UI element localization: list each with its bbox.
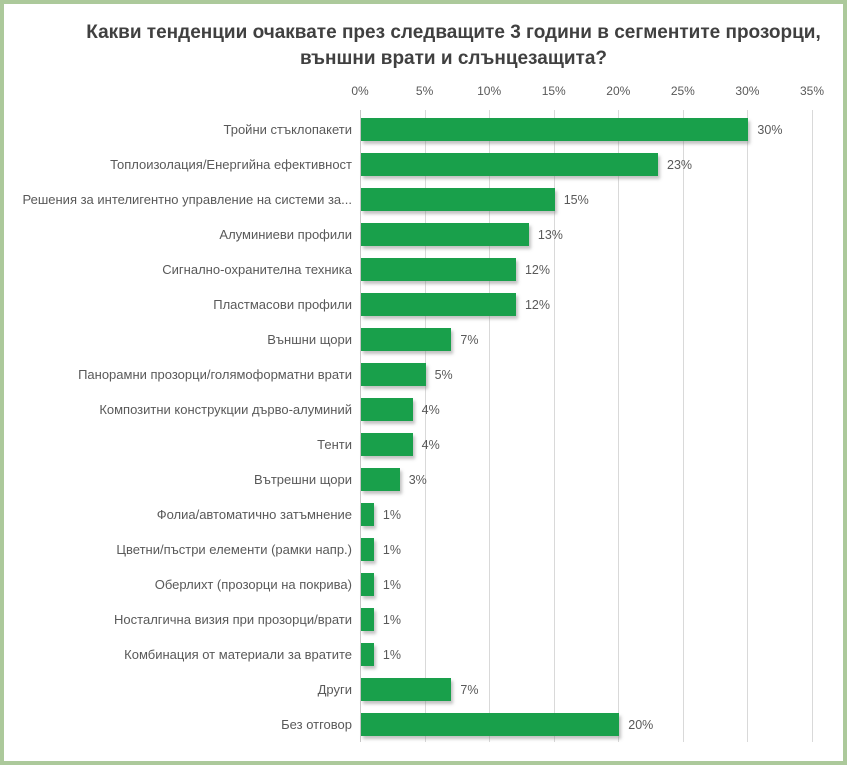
gridline [618, 110, 619, 742]
bar [361, 608, 374, 631]
category-label: Оберлихт (прозорци на покрива) [154, 576, 352, 592]
bar [361, 188, 555, 211]
category-label: Алуминиеви профили [219, 226, 352, 242]
gridline [812, 110, 813, 742]
value-label: 15% [563, 192, 589, 207]
x-axis-tick-label: 25% [670, 84, 695, 98]
bar [361, 363, 426, 386]
value-label: 1% [382, 647, 401, 662]
bar [361, 328, 451, 351]
category-label: Тенти [317, 436, 352, 452]
x-axis-tick-label: 15% [541, 84, 566, 98]
value-label: 13% [537, 227, 563, 242]
category-label: Носталгична визия при прозорци/врати [114, 611, 352, 627]
value-label: 30% [757, 122, 783, 137]
bar [361, 573, 374, 596]
gridline [747, 110, 748, 742]
value-label: 1% [382, 612, 401, 627]
bar [361, 433, 413, 456]
category-label: Външни щори [267, 331, 352, 347]
category-label: Сигнално-охранителна техника [162, 261, 352, 277]
category-label: Други [317, 681, 352, 697]
category-label: Без отговор [281, 716, 352, 732]
category-label: Композитни конструкции дърво-алуминий [99, 401, 352, 417]
value-label: 1% [382, 507, 401, 522]
bar [361, 643, 374, 666]
category-label: Цветни/пъстри елементи (рамки напр.) [116, 541, 352, 557]
value-label: 23% [667, 157, 693, 172]
bar [361, 153, 658, 176]
x-axis-tick-label: 0% [351, 84, 369, 98]
category-label: Топлоизолация/Енергийна ефективност [110, 156, 352, 172]
bar [361, 118, 748, 141]
x-axis-tick-label: 20% [606, 84, 631, 98]
bar [361, 223, 529, 246]
category-label: Решения за интелигентно управление на системи за... [22, 191, 352, 207]
bar [361, 503, 374, 526]
category-label: Тройни стъклопакети [223, 121, 352, 137]
bar [361, 258, 516, 281]
bar [361, 293, 516, 316]
value-label: 4% [421, 437, 440, 452]
x-axis-tick-label: 5% [415, 84, 434, 98]
value-label: 5% [434, 367, 453, 382]
value-label: 3% [408, 472, 427, 487]
value-label: 1% [382, 577, 401, 592]
x-axis-tick-label: 10% [477, 84, 502, 98]
category-label: Панорамни прозорци/голямоформатни врати [78, 366, 352, 382]
x-axis-tick-label: 35% [799, 84, 825, 98]
category-label: Вътрешни щори [254, 471, 352, 487]
value-label: 4% [421, 402, 440, 417]
bar [361, 538, 374, 561]
bar [361, 713, 619, 736]
bar [361, 398, 413, 421]
bar [361, 468, 400, 491]
category-label: Фолиа/автоматично затъмнение [156, 506, 352, 522]
value-label: 20% [628, 717, 654, 732]
chart-title: Какви тенденции очаквате през следващите 3 години в сегментите прозорци, външни врати и слънцезащита? [86, 22, 821, 69]
value-label: 1% [382, 542, 401, 557]
value-label: 12% [524, 262, 550, 277]
value-label: 7% [460, 682, 479, 697]
value-label: 7% [460, 332, 479, 347]
value-label: 12% [524, 297, 550, 312]
bar [361, 678, 451, 701]
gridline [683, 110, 684, 742]
category-label: Комбинация от материали за вратите [124, 646, 352, 662]
x-axis-tick-label: 30% [735, 84, 760, 98]
category-label: Пластмасови профили [213, 296, 352, 312]
